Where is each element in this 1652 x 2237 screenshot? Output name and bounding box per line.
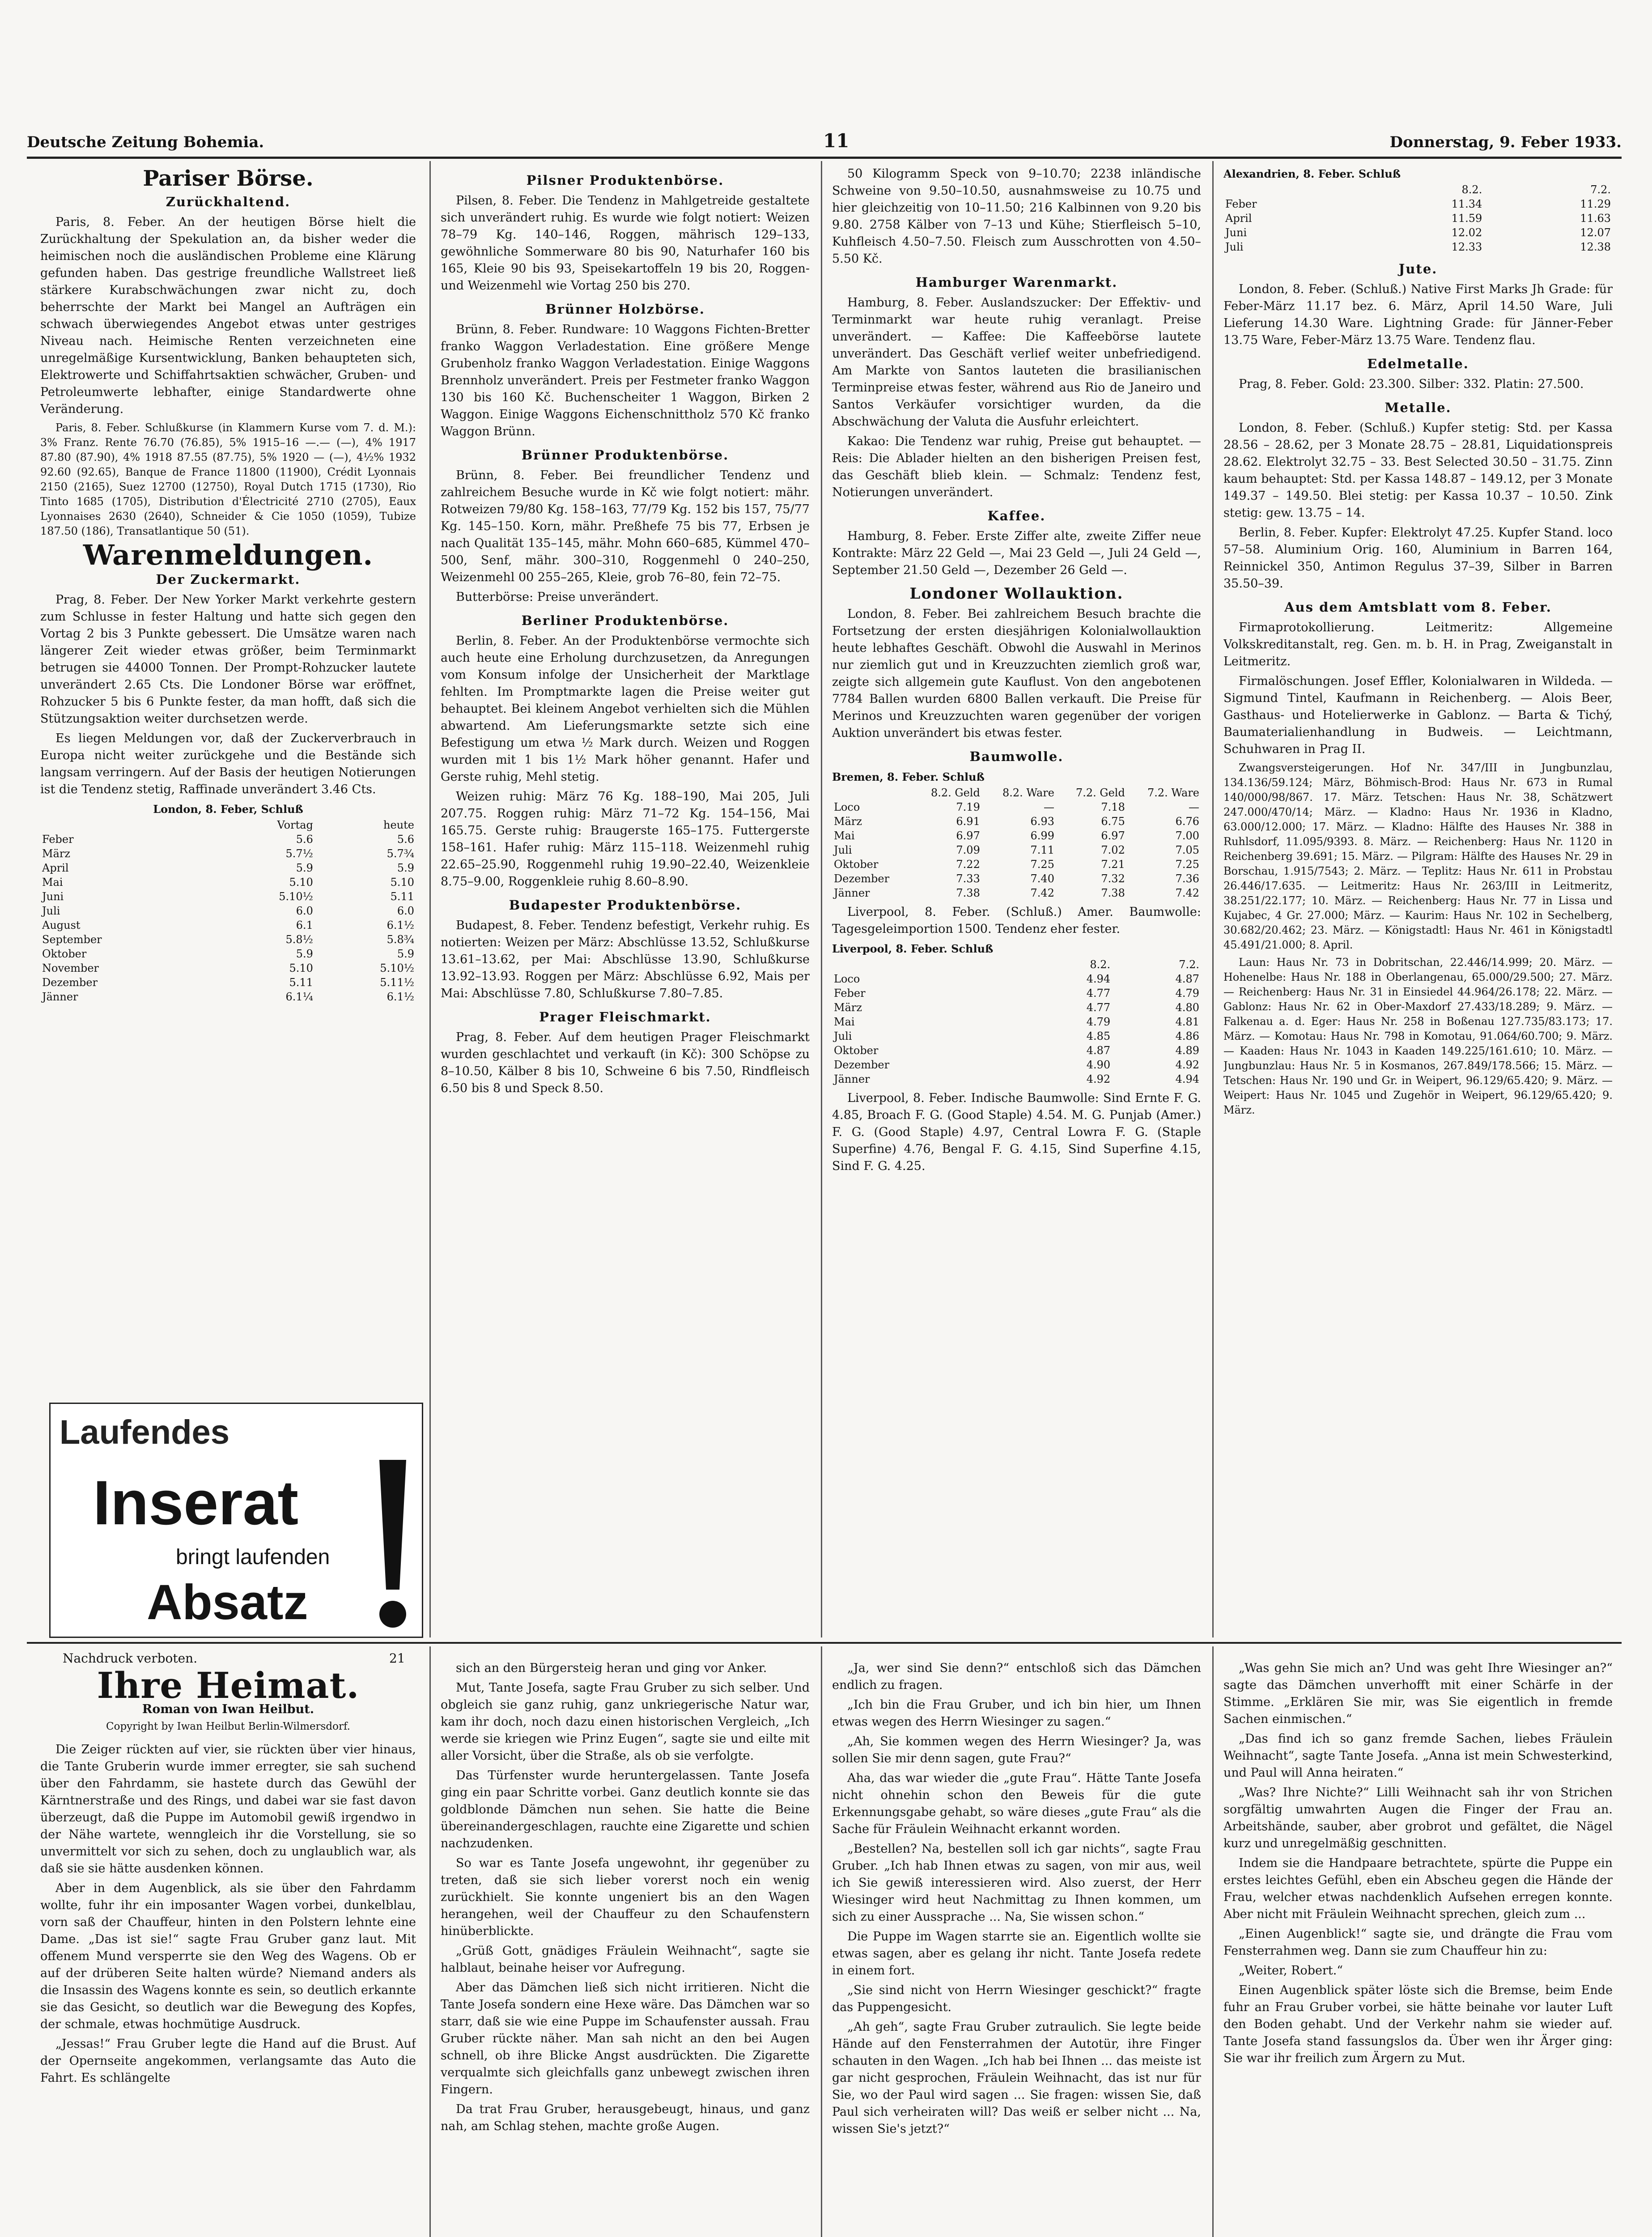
- table-cell: Dezember: [42, 976, 98, 989]
- table-cell: Loco: [834, 801, 860, 813]
- table-header: 7.2.: [1590, 183, 1611, 196]
- table-cell: April: [42, 862, 69, 874]
- table-header: Vortag: [277, 819, 313, 831]
- table-header: 7.2. Geld: [1076, 787, 1125, 799]
- table-row: [832, 886, 1201, 900]
- copyright-line: Copyright by Iwan Heilbut Berlin-Wilmersdorf.: [106, 1721, 350, 1732]
- table-cell: Juli: [1225, 241, 1244, 253]
- column-1: [40, 166, 416, 1396]
- article-text: Hamburg, 8. Feber. Erste Ziffer alte, zweite Ziffer neue Kontrakte: März 22 Geld —, Mai 23 Geld —, Juli 24 Geld —, September 21.50 Geld —, Dezember 26 Geld —.: [832, 529, 1201, 577]
- table-cell: 7.22: [956, 858, 980, 871]
- table-header: 7.2.: [1179, 958, 1199, 971]
- table-cell: 6.97: [1101, 829, 1125, 842]
- article-text: Firmalöschungen. Josef Effler, Kolonialwaren in Wildeda. — Sigmund Tintel, Kaufmann in Reichenberg. — Alois Beer, Gasthaus- und Hotelierwerke in Gablonz. — Barta & Tichý, Baumaterialienhandlung in Budweis. — Leichtmann, Schuhwaren in Prag II.: [1223, 674, 1613, 756]
- table-cell: März: [42, 847, 70, 860]
- table-row: [832, 1072, 1201, 1086]
- column-divider: [1212, 1646, 1214, 2237]
- table-row: [832, 986, 1201, 1000]
- table-header: [832, 786, 911, 800]
- sugar-table: [40, 818, 416, 1004]
- column-3: [832, 166, 1201, 1633]
- table-header: 8.2. Geld: [931, 787, 980, 799]
- table-cell: 6.1¼: [285, 991, 313, 1003]
- table-cell: —: [1189, 801, 1199, 813]
- page-header: [27, 130, 1622, 159]
- subheading: Budapester Produktenbörse.: [509, 897, 742, 913]
- table-cell: 7.33: [956, 872, 980, 885]
- table-cell: 4.92: [1086, 1073, 1111, 1085]
- table-cell: 5.7½: [285, 847, 313, 860]
- table-cell: Jänner: [834, 1073, 870, 1085]
- novel-paragraph: „Weiter, Robert.“: [1239, 1964, 1343, 1978]
- novel-paragraph: „Was gehn Sie mich an? Und was geht Ihre Wiesinger an?“ sagte das Dämchen unverhofft mit einer Schärfe in der Stimme. „Erklären Sie mir, was Sie eigentlich in fremde Sachen einmischen.“: [1223, 1661, 1613, 1726]
- table-cell: 11.34: [1451, 198, 1482, 210]
- table-cell: Feber: [1225, 198, 1257, 210]
- table-cell: 5.10½: [279, 890, 313, 903]
- table-cell: Juli: [834, 844, 852, 856]
- column-divider: [429, 161, 431, 1637]
- table-cell: März: [834, 1001, 862, 1014]
- novel-paragraph: „Ah geh“, sagte Frau Gruber zutraulich. Sie legte beide Hände auf den Fensterrahmen der Autotür, ihre Finger schauten in den Wagen. „Ich hab bei Ihnen ... das meiste ist gar nicht gesprochen, Fräulein Weihnacht, das ist nur für Sie, wo der Paul wird sagen ... Sie fragen: wissen Sie, daß Paul sich verheiraten will? Das weiß er selber nicht ... Na, wissen Sie's jetzt?“: [832, 2020, 1201, 2136]
- table-header: [40, 818, 209, 832]
- column-4: [1223, 166, 1613, 1633]
- table-cell: Oktober: [834, 858, 879, 871]
- cotton-table-alexandria: [1223, 183, 1613, 254]
- table-cell: —: [1043, 801, 1054, 813]
- exclamation-icon: [375, 1460, 411, 1630]
- novel-paragraph: „Ah, Sie kommen wegen des Herrn Wiesinger? Ja, was sollen Sie mir denn sagen, gute Frau?“: [832, 1735, 1201, 1765]
- table-cell: 12.33: [1451, 241, 1482, 253]
- table-row: [1223, 225, 1613, 240]
- article-text: Paris, 8. Feber. Schlußkurse (in Klammern Kurse vom 7. d. M.): 3% Franz. Rente 76.70 (76.85), 5% 1915–16 —.— (—), 4% 1917 87.80 (87.90), 4% 1918 87.55 (87.75), 5% 1920 — (—), 4½% 1932 92.60 (92.65), Banque de France 11800 (11900), Crédit Lyonnais 2150 (2165), Suez 12700 (12750), Royal Dutch 1715 (1730), Rio Tinto 1685 (1705), Distribution d'Électricité 2710 (2705), Eaux Lyonnaises 2630 (2640), Schneider & Cie 1050 (1059), Tubize 187.50 (186), Transatlantique 50 (51).: [40, 421, 416, 537]
- table-cell: Mai: [834, 829, 855, 842]
- table-header: 8.2.: [1090, 958, 1111, 971]
- subheading: Der Zuckermarkt.: [156, 572, 301, 587]
- table-cell: 11.59: [1451, 212, 1482, 225]
- table-row: [832, 1015, 1201, 1029]
- table-row: [832, 1058, 1201, 1072]
- subheading: Jute.: [1398, 261, 1438, 276]
- section-title: Warenmeldungen.: [83, 539, 374, 571]
- table-cell: 7.32: [1101, 872, 1125, 885]
- table-cell: 7.18: [1101, 801, 1125, 813]
- article-text: Liverpool, 8. Feber. Indische Baumwolle: Sind Ernte F. G. 4.85, Broach F. G. (Good Staple) 4.54. M. G. Punjab (Amer.) F. G. (Good Staple) 4.97, Central Lowra F. G. (Staple Superfine) 4.76, Bengal F. G. 4.15, Sind Superfine 4.15, Sind F. G. 4.25.: [832, 1091, 1201, 1173]
- novel-paragraph: „Ich bin die Frau Gruber, und ich bin hier, um Ihnen etwas wegen des Herrn Wiesinger zu sagen.“: [832, 1698, 1201, 1729]
- article-text: Berlin, 8. Feber. Kupfer: Elektrolyt 47.25. Kupfer Stand. loco 57–58. Aluminium Orig. 160, Aluminium in Barren 164, Reinnickel 350, Antimon Regulus 37–39, Silber in Barren 35.50–39.: [1223, 526, 1613, 591]
- table-cell: 5.10: [390, 876, 414, 889]
- column-divider: [1212, 161, 1214, 1637]
- novel-column-1: [40, 1669, 416, 2237]
- table-cell: August: [42, 919, 81, 931]
- table-cell: 7.19: [956, 801, 980, 813]
- issue-date: Donnerstag, 9. Feber 1933.: [1389, 133, 1622, 151]
- article-text: Berlin, 8. Feber. An der Produktenbörse vermochte sich auch heute eine Erholung durchzusetzen, da Anregungen vom Konsum infolge der Unsicherheit der Marktlage fehlten. Im Promptmarkte lagen die Preise weiter gut behauptet. Bei kleinem Angebot verhielten sich die Mühlen abwartend. Am Lieferungsmarkte setzte sich eine Befestigung um etwa ½ Mark durch. Weizen und Roggen wurden mit 1 bis 1½ Mark höher genannt. Hafer und Gerste ruhig, Mehl stetig.: [441, 634, 810, 784]
- table-title: Alexandrien, 8. Feber. Schluß: [1223, 167, 1401, 180]
- article-text: Es liegen Meldungen vor, daß der Zuckerverbrauch in Europa nicht weiter zurückgehe und die Bestände sich langsam verringern. Auf der Basis der heutigen Notierungen ist die Tendenz stetig, Raffinade unverändert 3.46 Cts.: [40, 731, 416, 796]
- table-row: [1223, 240, 1613, 254]
- table-cell: Dezember: [834, 1059, 890, 1071]
- subheading: Hamburger Warenmarkt.: [915, 275, 1118, 290]
- table-cell: 6.91: [956, 815, 980, 828]
- table-cell: 11.63: [1580, 212, 1611, 225]
- table-header: 8.2.: [1461, 183, 1482, 196]
- table-cell: Mai: [834, 1016, 855, 1028]
- table-row: [40, 832, 416, 846]
- newspaper-name: Deutsche Zeitung Bohemia.: [27, 133, 264, 151]
- table-header-row: [1223, 183, 1613, 197]
- table-cell: 12.38: [1580, 241, 1611, 253]
- table-header: 8.2. Ware: [1002, 787, 1054, 799]
- table-cell: 5.6: [296, 833, 313, 846]
- column-divider: [821, 161, 822, 1637]
- table-cell: 5.7¾: [386, 847, 414, 860]
- article-text: Pilsen, 8. Feber. Die Tendenz in Mahlgetreide gestaltete sich unverändert ruhig. Es wurde wie folgt notiert: Weizen 78–79 Kg. 140–146, Roggen, mährisch 129–133, gewöhnliche Sommerware 80 bis 90, Naturhafer 160 bis 165, Kleie 90 bis 93, Speisekartoffeln 19 bis 20, Roggen- und Weizenmehl wie Vortag 250 bis 270.: [441, 194, 810, 293]
- table-row: [832, 1043, 1201, 1058]
- table-cell: 7.02: [1101, 844, 1125, 856]
- table-cell: 7.42: [1175, 887, 1199, 899]
- table-row: [832, 1029, 1201, 1043]
- table-cell: 6.97: [956, 829, 980, 842]
- table-cell: Juni: [42, 890, 64, 903]
- table-cell: 11.29: [1580, 198, 1611, 210]
- cotton-table-liverpool: [832, 957, 1201, 1086]
- novel-paragraph: „Sie sind nicht von Herrn Wiesinger geschickt?“ fragte das Puppengesicht.: [832, 1983, 1201, 2014]
- table-cell: 12.07: [1580, 226, 1611, 239]
- table-row: [832, 857, 1201, 872]
- novel-paragraph: Das Türfenster wurde heruntergelassen. Tante Josefa ging ein paar Schritte vorbei. Ganz deutlich konnte sie das goldblonde Dämchen nun sehen. Sie hatte die Beine übereinandergeschlagen, rauchte eine Zigarette und schien nachzudenken.: [441, 1769, 810, 1850]
- section-divider: [27, 1642, 1622, 1644]
- table-cell: 5.6: [397, 833, 414, 846]
- ad-line: Absatz: [147, 1575, 308, 1630]
- table-cell: September: [42, 933, 102, 946]
- reprint-note: Nachdruck verboten.: [63, 1651, 198, 1666]
- table-row: [40, 961, 416, 975]
- subheading: Edelmetalle.: [1367, 356, 1469, 371]
- table-cell: 4.87: [1175, 973, 1199, 985]
- table-header: [832, 957, 1023, 972]
- ad-line: bringt laufenden: [176, 1545, 330, 1569]
- table-title: Liverpool, 8. Feber. Schluß: [832, 942, 994, 955]
- table-cell: 6.0: [296, 905, 313, 917]
- novel-author: Roman von Iwan Heilbut.: [142, 1702, 314, 1716]
- table-cell: Feber: [42, 833, 74, 846]
- table-title: Bremen, 8. Feber. Schluß: [832, 770, 985, 783]
- table-cell: 5.9: [397, 948, 414, 960]
- table-cell: 7.09: [956, 844, 980, 856]
- table-cell: 5.11½: [380, 976, 414, 989]
- page-number: 11: [823, 130, 849, 152]
- novel-paragraph: Indem sie die Handpaare betrachtete, spürte die Puppe ein erstes leichtes Gefühl, eben ein Abscheu gegen die Hände der Frau, welcher etwas nachdenklich Aufsehen erregen konnte. Aber nicht mit Fräulein Weihnacht sprechen, gleich zum ...: [1223, 1856, 1613, 1921]
- novel-paragraph: „Was? Ihre Nichte?“ Lilli Weihnacht sah ihr von Strichen sorgfältig umwahrten Augen die Finger der Frau an. Arbeitshände, sauber, aber grobrot und gefältet, die Nägel kurz und unregelmäßig geschnitten.: [1223, 1786, 1613, 1850]
- table-cell: 7.05: [1175, 844, 1199, 856]
- table-row: [40, 846, 416, 861]
- article-text: Kakao: Die Tendenz war ruhig, Preise gut behauptet. — Reis: Die Ablader hielten an den bisherigen Preisen fest, das Geschäft blieb klein. — Schmalz: Tendenz fest, Notierungen unverändert.: [832, 434, 1201, 499]
- table-row: [1223, 211, 1613, 225]
- table-cell: Juli: [834, 1030, 852, 1042]
- article-text: Butterbörse: Preise unverändert.: [456, 590, 659, 604]
- table-row: [832, 843, 1201, 857]
- subheading: Baumwolle.: [969, 749, 1064, 764]
- novel-paragraph: Die Zeiger rückten auf vier, sie rückten über vier hinaus, die Tante Gruberin wurde immer erregter, sie sah suchend über den Fahrdamm, sie hastete durch das Gewühl der Kärntnerstraße und des Rings, und dabei war sie fast davon überzeugt, daß die Puppe im Automobil gewiß irgendwo in der Nähe wartete, wenngleich ihr die Vorstellung, sie so unvermittelt vor sich zu sehen, doch zu unglaublich war, als daß sie sie hätte ausdenken können.: [40, 1743, 416, 1876]
- table-cell: 5.9: [397, 862, 414, 874]
- table-cell: 6.99: [1030, 829, 1054, 842]
- table-title: London, 8. Feber, Schluß: [153, 803, 303, 816]
- table-row: [40, 875, 416, 889]
- table-row: [40, 947, 416, 961]
- article-text: Prag, 8. Feber. Der New Yorker Markt verkehrte gestern zum Schlusse in fester Haltung und hatte sich gegen den Vortag 2 bis 3 Punkte gebessert. Die Umsätze waren nach längerer Zeit wieder etwas größer, beim Terminmarkt betrugen sie 44000 Tonnen. Der Prompt-Rohzucker lautete unverändert 2.65 Cts. Die Londoner Börse war eröffnet, Rohzucker 5 bis 6 Punkte fester, da man hofft, daß sich die Stützungsaktion weiter durchsetzen werde.: [40, 593, 416, 726]
- table-cell: 7.11: [1030, 844, 1054, 856]
- table-cell: 5.9: [296, 948, 313, 960]
- table-cell: November: [42, 962, 99, 974]
- cotton-table-bremen: [832, 786, 1201, 900]
- table-row: [40, 990, 416, 1004]
- novel-paragraph: Aber das Dämchen ließ sich nicht irritieren. Nicht die Tante Josefa sondern eine Hexe wäre. Das Dämchen war so starr, daß sie wie eine Puppe im Schaufenster aussah. Frau Gruber rückte näher. Man sah nicht an den bei Augen schnell, ob ihre Blicke Angst ausdrückten. Die Zigarette verqualmte sich gleichfalls ganz unbewegt zwischen ihren Fingern.: [441, 1981, 810, 2097]
- table-cell: 4.94: [1086, 973, 1111, 985]
- article-text: Liverpool, 8. Feber. (Schluß.) Amer. Baumwolle: Tagesgeleimportion 1500. Tendenz eher fester.: [832, 905, 1201, 936]
- novel-paragraph: Die Puppe im Wagen starrte sie an. Eigentlich wollte sie etwas sagen, aber es gelang ihr nicht. Tante Josefa redete in einem fort.: [832, 1930, 1201, 1978]
- novel-paragraph: So war es Tante Josefa ungewohnt, ihr gegenüber zu treten, daß sie sich lieber vorerst noch ein wenig zurückhielt. Sie konnte ungeniert bis an den Wagen herangehen, weil der Chauffeur zu den Schaufenstern hinüberblickte.: [441, 1856, 810, 1938]
- novel-paragraph: sich an den Bürgersteig heran und ging vor Anker.: [456, 1661, 767, 1675]
- table-row: [40, 904, 416, 918]
- article-text: Brünn, 8. Feber. Bei freundlicher Tendenz und zahlreichem Besuche wurde in Kč wie folgt notiert: mähr. Rotweizen 79/80 Kg. 158–163, 77/79 Kg. 152 bis 157, 75/77 Kg. 145–150. Korn, mähr. Preßhefe 75 bis 77, Erbsen je nach Qualität 135–145, mähr. Mohn 660–685, Kümmel 470–500, Senf, mähr. 300–310, Roggenmehl 0 240–250, Weizenmehl 00 255–265, Kleie, grob 76–80, fein 72–75.: [441, 468, 810, 584]
- article-text: London, 8. Feber. Bei zahlreichem Besuch brachte die Fortsetzung der ersten diesjährigen Kolonialwollauktion heute lebhaftes Geschäft. Obwohl die Auswahl in Merinos nur ziemlich gut und in Kreuzzuchten ziemlich groß war, zeigte sich allgemein gute Kauflust. Von den angebotenen 7784 Ballen wurden 6800 Ballen verkauft. Die Preise für Merinos und Kreuzzuchten waren gegenüber der vorigen Auktion unverändert bis etwas fester.: [832, 607, 1201, 740]
- article-text: Brünn, 8. Feber. Rundware: 10 Waggons Fichten-Bretter franko Waggon Verladestation. Eine größere Menge Grubenholz franko Waggon Verladestation. Einige Waggons Brennholz unverändert. Preis per Festmeter franko Waggon 130 bis 160 Kč. Buchenscheiter 1 Waggon, Birken 2 Waggon. Einige Waggons Eichenschnittholz 570 Kč franko Waggon Brünn.: [441, 323, 810, 438]
- table-row: [40, 918, 416, 932]
- table-cell: 7.25: [1175, 858, 1199, 871]
- article-text: Budapest, 8. Feber. Tendenz befestigt, Verkehr ruhig. Es notierten: Weizen per März: Abschlüsse 13.52, Schlußkurse 13.61–13.62, per Mai: Abschlüsse 13.90, Schlußkurse 13.92–13.93. Roggen per März: Abschlüsse 6.92, Mais per Mai: Abschlüsse 7.80, Schlußkurse 7.80–7.85.: [441, 919, 810, 1000]
- table-cell: 5.10: [289, 876, 313, 889]
- article-text: Prag, 8. Feber. Gold: 23.300. Silber: 332. Platin: 27.500.: [1239, 377, 1584, 391]
- table-cell: 4.87: [1086, 1044, 1111, 1057]
- table-cell: April: [1225, 212, 1252, 225]
- table-cell: 4.90: [1086, 1059, 1111, 1071]
- table-cell: 7.36: [1175, 872, 1199, 885]
- table-cell: 4.94: [1175, 1073, 1199, 1085]
- table-cell: 5.8½: [285, 933, 313, 946]
- novel-column-3: [832, 1660, 1201, 2237]
- table-cell: 5.10½: [380, 962, 414, 974]
- table-cell: 6.93: [1030, 815, 1054, 828]
- table-cell: 4.92: [1175, 1059, 1199, 1071]
- table-row: [832, 972, 1201, 986]
- table-cell: Loco: [834, 973, 860, 985]
- subheading: Kaffee.: [987, 508, 1046, 523]
- table-cell: 4.79: [1086, 1016, 1111, 1028]
- table-cell: 4.86: [1175, 1030, 1199, 1042]
- table-cell: Feber: [834, 987, 866, 999]
- table-cell: Juni: [1225, 226, 1247, 239]
- column-2: [441, 166, 810, 1633]
- table-cell: 4.80: [1175, 1001, 1199, 1014]
- table-cell: Oktober: [42, 948, 87, 960]
- novel-paragraph: „Einen Augenblick!“ sagte sie, und drängte die Frau vom Fensterrahmen weg. Dann sie zum Chauffeur hin zu:: [1223, 1927, 1613, 1958]
- subheading: Metalle.: [1384, 400, 1452, 415]
- table-cell: 7.21: [1101, 858, 1125, 871]
- advertisement: [49, 1403, 423, 1638]
- table-row: [832, 829, 1201, 843]
- table-cell: 4.77: [1086, 987, 1111, 999]
- subheading: Berliner Produktenbörse.: [521, 613, 729, 628]
- table-cell: 6.1: [296, 919, 313, 931]
- novel-paragraph: „Grüß Gott, gnädiges Fräulein Weihnacht“, sagte sie halblaut, beinahe heiser vor Aufregung.: [441, 1944, 810, 1975]
- table-cell: 7.38: [956, 887, 980, 899]
- subheading: Pilsner Produktenbörse.: [526, 173, 724, 188]
- article-text: Weizen ruhig: März 76 Kg. 188–190, Mai 205, Juli 207.75. Roggen ruhig: März 71–72 Kg. 154–156, Mai 165.75. Gerste ruhig: Braugerste 165–175. Futtergerste 158–161. Hafer ruhig: März 115–118. Weizenmehl ruhig 22.65–25.90, Roggenmehl ruhig 19.90–22.40, Weizenkleie 8.75–9.00, Roggenkleie ruhig 8.60–8.90.: [441, 790, 810, 889]
- table-cell: 6.1½: [386, 919, 414, 931]
- article-text: Paris, 8. Feber. An der heutigen Börse hielt die Zurückhaltung der Spekulation an, da bisher weder die heimischen noch die ausländischen Probleme eine Klärung gefunden haben. Das gestrige freundliche Wallstreet ließ stärkere Kurabschwächungen zwar nicht zu, doch beherrschte der Markt bei Mangel an Aufträgen ein schwach überwiegendes Angebot etwas unter gestriges Niveau nach. Heimische Renten verzeichneten eine unregelmäßige Kursentwicklung, Banken behaupteten sich, Elektrowerte und Schiffahrtsaktien schwächer, Gruben- und Petroleumwerte lebhafter, einige Standardwerte ohne Veränderung.: [40, 215, 416, 416]
- table-cell: 6.76: [1175, 815, 1199, 828]
- article-text: Prag, 8. Feber. Auf dem heutigen Prager Fleischmarkt wurden geschlachtet und verkauft (in Kč): 300 Schöpse zu 8–10.50, Kälber 8 bis 10, Schweine 6 bis 7.50, Rindfleisch 6.50 bis 8 und Speck 8.50.: [441, 1030, 810, 1095]
- table-cell: Oktober: [834, 1044, 879, 1057]
- table-cell: 5.10: [289, 962, 313, 974]
- article-text: Firmaprotokollierung. Leitmeritz: Allgemeine Volkskreditanstalt, reg. Gen. m. b. H. in Prag, Zweiganstalt in Leitmeritz.: [1223, 621, 1613, 668]
- installment-number: 21: [389, 1651, 405, 1666]
- table-cell: 4.79: [1175, 987, 1199, 999]
- novel-paragraph: „Ja, wer sind Sie denn?“ entschloß sich das Dämchen endlich zu fragen.: [832, 1661, 1201, 1692]
- table-header-row: [832, 786, 1201, 800]
- article-text: Zwangsversteigerungen. Hof Nr. 347/III in Jungbunzlau, 134.136/59.124; März, Böhmisch-Brod: Haus Nr. 673 in Rumal 140/000/98/867. 17. März. Tetschen: Haus Nr. 38, Schätzwert 247.000/470/14; März. — Kladno: Haus Nr. 1936 in Kladno, 63.000/12.000; 17. März. — Kladno: Hälfte des Hauses Nr. 388 in Ruhlsdorf, 11.095/9393. 8. März. — Reichenberg: Haus Nr. 1120 in Reichenberg 39.691; 15. März. — Pilgram: Hälfte des Hauses Nr. 29 in Borschau, 1.915/7543; 2. März. — Teplitz: Haus Nr. 611 in Probstau 26.446/17.635. — Leitmeritz: Haus Nr. 263/III in Leitmeritz, 38.251/22.177; 10. März. — Reichenberg: Haus Nr. 77 in Lissa und Kujabec, 4 Gr. 27.000; März. — Kaurim: Haus Nr. 102 in Sechelberg, 30.682/20.462; 23. März. — Königstadtl: Haus Nr. 461 in Königstadtl 45.491/21.000; 8. April.: [1223, 761, 1613, 951]
- table-cell: 7.00: [1175, 829, 1199, 842]
- table-cell: 5.9: [296, 862, 313, 874]
- subheading: Aus dem Amtsblatt vom 8. Feber.: [1284, 600, 1552, 615]
- table-cell: 4.81: [1175, 1016, 1199, 1028]
- table-cell: Dezember: [834, 872, 890, 885]
- novel-paragraph: Einen Augenblick später löste sich die Bremse, beim Ende fuhr an Frau Gruber vorbei, sie hätte beinahe vor lauter Luft den Boden gehabt. Und der Verkehr nahm sie wieder auf. Tante Josefa stand fassungslos da. Über wen ihr Ärger ging: Sie war ihr freilich zum Ärgern zu Mut.: [1223, 1983, 1613, 2065]
- table-row: [40, 975, 416, 990]
- table-header: [1223, 183, 1355, 197]
- novel-paragraph: Da trat Frau Gruber, herausgebeugt, hinaus, und ganz nah, am Schlag stehen, machte große Augen.: [441, 2102, 810, 2133]
- ad-line: Laufendes: [59, 1413, 230, 1451]
- table-cell: 6.1½: [386, 991, 414, 1003]
- table-cell: Mai: [42, 876, 63, 889]
- table-row: [40, 861, 416, 875]
- novel-paragraph: „Jessas!“ Frau Gruber legte die Hand auf die Brust. Auf der Opernseite angekommen, verlangsamte das Auto die Fahrt. Es schlängelte: [40, 2037, 416, 2085]
- novel-paragraph: „Bestellen? Na, bestellen soll ich gar nichts“, sagte Frau Gruber. „Ich hab Ihnen etwas zu sagen, von mir aus, weil ich Sie gewiß interessieren wird. Also zuerst, der Herr Wiesinger wird heut Nachmittag zu Ihnen kommen, um sich zu einer Aussprache ... Na, Sie wissen schon.“: [832, 1842, 1201, 1924]
- table-row: [832, 1000, 1201, 1015]
- table-cell: 12.02: [1451, 226, 1482, 239]
- table-cell: 7.40: [1030, 872, 1054, 885]
- table-cell: März: [834, 815, 862, 828]
- table-cell: 5.8¾: [386, 933, 414, 946]
- table-cell: 5.11: [289, 976, 313, 989]
- table-row: [832, 872, 1201, 886]
- table-cell: 7.25: [1030, 858, 1054, 871]
- table-row: [40, 889, 416, 904]
- table-row: [832, 800, 1201, 814]
- table-row: [1223, 197, 1613, 211]
- article-text: 50 Kilogramm Speck von 9–10.70; 2238 inländische Schweine von 9.50–10.50, ausnahmsweise zu 10.75 und hier gleichzeitig von 10–11.50; 216 Kalbinnen von 9.20 bis 9.80. 2758 Kälber von 7–13 und Kühe; Stierfleisch 5–10, Kuhfleisch 4.50–7.50. Fleisch zum Ausschrotten von 4.50–5.50 Kč.: [832, 167, 1201, 266]
- novel-paragraph: Mut, Tante Josefa, sagte Frau Gruber zu sich selber. Und obgleich sie ganz ruhig, ganz unkriegerische Natur war, kam ihr doch, noch dazu einen historischen Vergleich, „Ich werde sie kriegen wie Prinz Eugen“, sagte sie und eilte mit aller Vorsicht, über die Straße, als ob sie verfolgte.: [441, 1681, 810, 1763]
- novel-paragraph: „Das find ich so ganz fremde Sachen, liebes Fräulein Weihnacht“, sagte Tante Josefa. „Anna ist mein Schwesterkind, und Paul will Anna heiraten.“: [1223, 1732, 1613, 1780]
- subheading: Zurückhaltend.: [166, 194, 291, 209]
- table-cell: 4.77: [1086, 1001, 1111, 1014]
- article-text: Hamburg, 8. Feber. Auslandszucker: Der Effektiv- und Terminmarkt war heute ruhig veranlagt. Preise unverändert. — Kaffee: Die Kaffeebörse lautete unverändert. Das Geschäft verlief weiter unbefriedigend. Am Markte von Santos lauteten die brasilianischen Terminpreise etwas fester, während aus Rio de Janeiro und Santos Verkäufer vorsichtiger wurden, da die Abschwächung der Valuta die Ausfuhr erleichtert.: [832, 296, 1201, 429]
- table-cell: Jänner: [834, 887, 870, 899]
- ad-line: Inserat: [93, 1467, 299, 1538]
- subheading: Brünner Produktenbörse.: [521, 447, 729, 463]
- column-divider: [429, 1646, 431, 2237]
- novel-title: Ihre Heimat.: [97, 1669, 360, 1706]
- table-cell: 4.85: [1086, 1030, 1111, 1042]
- subheading: Prager Fleischmarkt.: [539, 1009, 711, 1025]
- novel-paragraph: Aber in dem Augenblick, als sie über den Fahrdamm wollte, fuhr ihr ein imposanter Wagen vorbei, dunkelblau, vorn saß der Chauffeur, hinten in den Polstern lehnte eine Dame. „Das ist sie!“ sagte Frau Gruber ganz laut. Mit offenem Mund versperrte sie den Weg des Wagens. Ob er auf der drüberen Seite halten würde? Niemand anders als die Insassin des Wagens konnte es sein, so deutlich erkannte sie das Gesicht, so deutlich war die Bewegung des Kopfes, der schmale, etwas hochmütige Ausdruck.: [40, 1881, 416, 2031]
- table-header: 7.2. Ware: [1147, 787, 1199, 799]
- novel-column-4: [1223, 1660, 1613, 2237]
- article-text: London, 8. Feber. (Schluß.) Native First Marks Jh Grade: für Feber-März 11.17 bez. 6. März, April 14.50 Ware, Juli Lieferung 14.30 Ware. Lightning Grade: für Jänner-Feber 13.75 Ware, Feber-März 13.75 Ware. Tendenz flau.: [1223, 282, 1613, 347]
- table-row: [40, 932, 416, 947]
- table-cell: Juli: [42, 905, 60, 917]
- table-cell: 7.38: [1101, 887, 1125, 899]
- table-header-row: [40, 818, 416, 832]
- column-divider: [821, 1646, 822, 2237]
- novel-paragraph: Aha, das war wieder die „gute Frau“. Hätte Tante Josefa nicht ohnehin schon den Beweis für die gute Erkennungsgabe gehabt, so wäre dieses „gute Frau“ als die Sache für Fräulein Weihnacht erkannt worden.: [832, 1771, 1201, 1836]
- article-text: London, 8. Feber. (Schluß.) Kupfer stetig: Std. per Kassa 28.56 – 28.62, per 3 Monate 28.75 – 28.81, Liquidationspreis 28.62. Elektrolyt 32.75 – 33. Best Selected 30.50 – 31.75. Zinn kaum behauptet: Std. per Kassa 148.87 – 149.12, per 3 Monate 149.37 – 149.50. Blei stetig: per Kassa 10.37 – 10.50. Zink stetig: gew. 13.75 – 14.: [1223, 421, 1613, 520]
- table-cell: Jänner: [42, 991, 78, 1003]
- novel-column-2: [441, 1660, 810, 2237]
- section-title: Pariser Börse.: [143, 166, 314, 191]
- table-header-row: [832, 957, 1201, 972]
- article-text: Laun: Haus Nr. 73 in Dobritschan, 22.446/14.999; 20. März. — Hohenelbe: Haus Nr. 188 in Oberlangenau, 65.000/29.500; 27. März. — Reichenberg: Haus Nr. 31 in Einsiedel 44.964/26.178; 22. März. — Gablonz: Haus Nr. 62 in Ober-Maxdorf 27.433/18.289; 9. März. — Falkenau a. d. Eger: Haus Nr. 258 in Boßenau 127.735/83.173; 17. März. — Komotau: Haus Nr. 798 in Komotau, 91.064/60.700; 9. März. — Kaaden: Haus Nr. 1043 in Kaaden 149.225/161.610; 10. März. — Jungbunzlau: Haus Nr. 5 in Kosmanos, 267.849/178.566; 15. März. — Tetschen: Haus Nr. 190 und Gr. in Weipert, 96.129/65.420; 9. März. — Weipert: Haus Nr. 1045 und Zugehör in Weipert, 96.129/65.420; 9. März.: [1223, 956, 1613, 1116]
- table-cell: 6.75: [1101, 815, 1125, 828]
- subheading: Londoner Wollauktion.: [909, 585, 1124, 603]
- table-cell: 7.42: [1030, 887, 1054, 899]
- subheading: Brünner Holzbörse.: [545, 302, 705, 317]
- table-cell: 5.11: [390, 890, 414, 903]
- table-row: [832, 814, 1201, 829]
- table-header: heute: [383, 819, 414, 831]
- table-cell: 4.89: [1175, 1044, 1199, 1057]
- table-cell: 6.0: [397, 905, 414, 917]
